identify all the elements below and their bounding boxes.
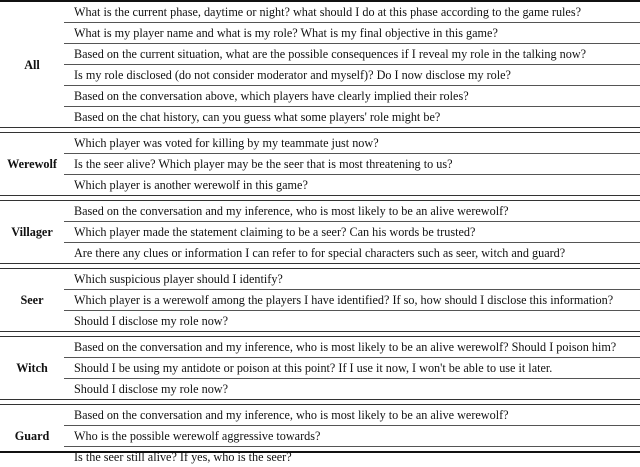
table-row [0,1,640,23]
table-row [0,44,640,65]
question-text: Are there any clues or information I can refer to for special characters such as seer, witch and guard? [64,243,640,264]
question-text: Is the seer alive? Which player may be the seer that is most threatening to us? [64,154,640,175]
question-text: Should I disclose my role now? [64,311,640,332]
role-label-guard: Guard [0,405,64,467]
table-row [0,107,640,128]
table-row [0,269,640,290]
role-label-witch: Witch [0,337,64,400]
role-label-all: All [0,1,64,128]
role-label-seer: Seer [0,269,64,332]
question-text: Based on the chat history, can you guess what some players' role might be? [64,107,640,128]
group-villager [0,201,640,264]
table-row [0,175,640,196]
table-row [0,23,640,44]
table-row [0,290,640,311]
question-text: Based on the current situation, what are the possible consequences if I reveal my role in the talking now? [64,44,640,65]
question-text: Is the seer still alive? If yes, who is the seer? [64,447,640,467]
table-row [0,86,640,107]
question-text: Based on the conversation and my inference, who is most likely to be an alive werewolf? Should I poison him? [64,337,640,358]
table-row [0,447,640,467]
table-row [0,405,640,426]
table-row [0,426,640,447]
question-text: Which player was voted for killing by my teammate just now? [64,133,640,154]
table-row [0,337,640,358]
role-label-werewolf: Werewolf [0,133,64,196]
group-seer [0,269,640,332]
table-row [0,201,640,222]
question-text: Based on the conversation and my inference, who is most likely to be an alive werewolf? [64,201,640,222]
table-row [0,379,640,400]
table-row [0,133,640,154]
question-text: Based on the conversation and my inference, who is most likely to be an alive werewolf? [64,405,640,426]
table-row [0,154,640,175]
question-text: Should I be using my antidote or poison at this point? If I use it now, I won't be able to use it later. [64,358,640,379]
question-text: Is my role disclosed (do not consider moderator and myself)? Do I now disclose my role? [64,65,640,86]
question-text: Which suspicious player should I identify? [64,269,640,290]
table-row [0,65,640,86]
question-text: Which player is another werewolf in this game? [64,175,640,196]
role-label-villager: Villager [0,201,64,264]
group-all [0,1,640,128]
question-text: Based on the conversation above, which players have clearly implied their roles? [64,86,640,107]
question-text: Which player made the statement claiming to be a seer? Can his words be trusted? [64,222,640,243]
question-text: What is my player name and what is my role? What is my final objective in this game? [64,23,640,44]
table-row [0,311,640,332]
table-row [0,222,640,243]
question-text: Who is the possible werewolf aggressive towards? [64,426,640,447]
group-witch [0,337,640,400]
table-bottom-rule [0,451,640,453]
group-werewolf [0,133,640,196]
question-text: What is the current phase, daytime or night? what should I do at this phase according to the game rules? [64,1,640,23]
question-text: Which player is a werewolf among the players I have identified? If so, how should I disclose this information? [64,290,640,311]
group-guard [0,405,640,467]
table-row [0,243,640,264]
table-row [0,358,640,379]
question-text: Should I disclose my role now? [64,379,640,400]
